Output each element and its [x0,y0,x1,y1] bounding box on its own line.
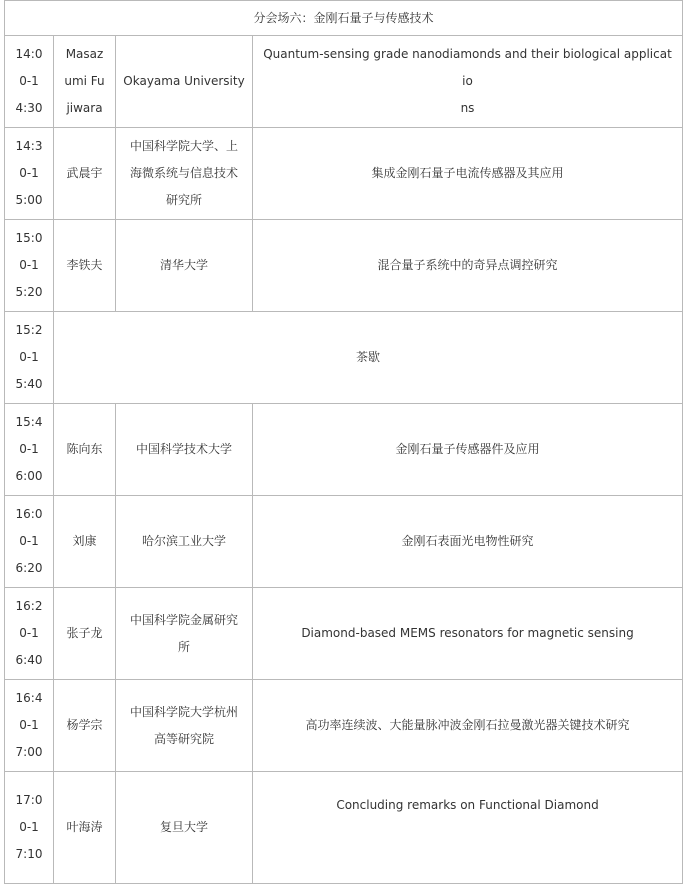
affiliation-line: 中国科学技术大学 [135,442,232,456]
affiliation-line: 复旦大学 [159,820,208,834]
speaker-line: 杨学宗 [66,718,103,732]
time-line: 16:2 [15,599,43,613]
time-line: 15:2 [15,323,43,337]
time-line: 5:20 [15,285,43,299]
time-cell [5,772,54,884]
speaker-cell [54,588,116,680]
topic-cell: Concluding remarks on Functional Diamond [253,772,683,884]
time-line: 16:0 [15,507,43,521]
affiliation-line: 清华大学 [159,258,208,272]
affiliation-line: 中国科学院大学杭州 [129,704,238,719]
time-cell [5,588,54,680]
table-row [5,128,683,220]
time-line: 7:00 [15,745,43,759]
topic-cell: 混合量子系统中的奇异点调控研究 [253,220,683,312]
time-line: 15:4 [15,415,43,429]
affiliation-line: Okayama University [123,74,245,88]
affiliation-cell [116,680,253,772]
time-cell [5,36,54,128]
affiliation-cell [116,404,253,496]
table-row [5,496,683,588]
topic-line: ns [460,101,475,115]
speaker-cell [54,772,116,884]
time-cell [5,220,54,312]
time-line: 16:4 [15,691,43,705]
time-line: 0-1 [19,74,39,88]
speaker-line: 叶海涛 [66,820,103,834]
topic-cell [253,36,683,128]
speaker-cell [54,36,116,128]
time-line: 5:00 [15,193,43,207]
affiliation-line: 海微系统与信息技术 [129,166,238,180]
affiliation-cell [116,36,253,128]
time-line: 5:40 [15,377,43,391]
affiliation-cell [116,128,253,220]
speaker-line: 刘康 [72,534,97,548]
time-line: 7:10 [15,847,43,861]
time-line: 0-1 [19,534,39,548]
speaker-line: jiwara [66,101,103,115]
session-title: 分会场六：金刚石量子与传感技术 [5,1,683,36]
break-cell: 茶歇 [54,312,683,404]
affiliation-cell [116,496,253,588]
affiliation-line: 研究所 [165,193,202,207]
affiliation-line: 哈尔滨工业大学 [141,534,226,548]
session-header-row [5,1,683,36]
time-line: 0-1 [19,166,39,180]
time-line: 6:20 [15,561,43,575]
topic-cell: 金刚石表面光电物性研究 [253,496,683,588]
time-line: 6:00 [15,469,43,483]
topic-cell: 高功率连续波、大能量脉冲波金刚石拉曼激光器关键技术研究 [253,680,683,772]
time-cell [5,128,54,220]
table-row [5,312,683,404]
table-row [5,772,683,884]
schedule-table [4,0,683,884]
table-row [5,404,683,496]
speaker-line: umi Fu [64,74,105,88]
time-cell [5,312,54,404]
affiliation-cell [116,772,253,884]
time-line: 0-1 [19,350,39,364]
table-row [5,36,683,128]
time-line: 0-1 [19,820,39,834]
speaker-line: 武晨宇 [66,166,103,180]
time-line: 4:30 [15,101,43,115]
time-line: 0-1 [19,626,39,640]
topic-cell: 金刚石量子传感器件及应用 [253,404,683,496]
time-line: 14:3 [15,139,43,153]
table-row [5,680,683,772]
speaker-line: 陈向东 [66,442,103,456]
topic-cell: 集成金刚石量子电流传感器及其应用 [253,128,683,220]
time-cell [5,680,54,772]
affiliation-cell [116,220,253,312]
time-line: 14:0 [15,47,43,61]
speaker-cell [54,680,116,772]
time-line: 0-1 [19,442,39,456]
time-cell [5,404,54,496]
time-line: 0-1 [19,258,39,272]
affiliation-cell [116,588,253,680]
speaker-line: Masaz [65,47,104,61]
affiliation-line: 所 [177,639,190,654]
affiliation-line: 中国科学院金属研究 [129,612,238,627]
speaker-cell [54,404,116,496]
time-line: 6:40 [15,653,43,667]
speaker-cell [54,496,116,588]
speaker-line: 李铁夫 [66,258,103,272]
speaker-cell [54,128,116,220]
speaker-cell [54,220,116,312]
table-row [5,588,683,680]
topic-line: Quantum-sensing grade nanodiamonds and their biological applicatio [263,47,672,88]
time-line: 17:0 [15,793,43,807]
time-line: 0-1 [19,718,39,732]
affiliation-line: 中国科学院大学、上 [129,139,238,153]
time-cell [5,496,54,588]
topic-cell: Diamond-based MEMS resonators for magnetic sensing [253,588,683,680]
table-row [5,220,683,312]
speaker-line: 张子龙 [66,626,103,640]
affiliation-line: 高等研究院 [153,731,214,746]
time-line: 15:0 [15,231,43,245]
